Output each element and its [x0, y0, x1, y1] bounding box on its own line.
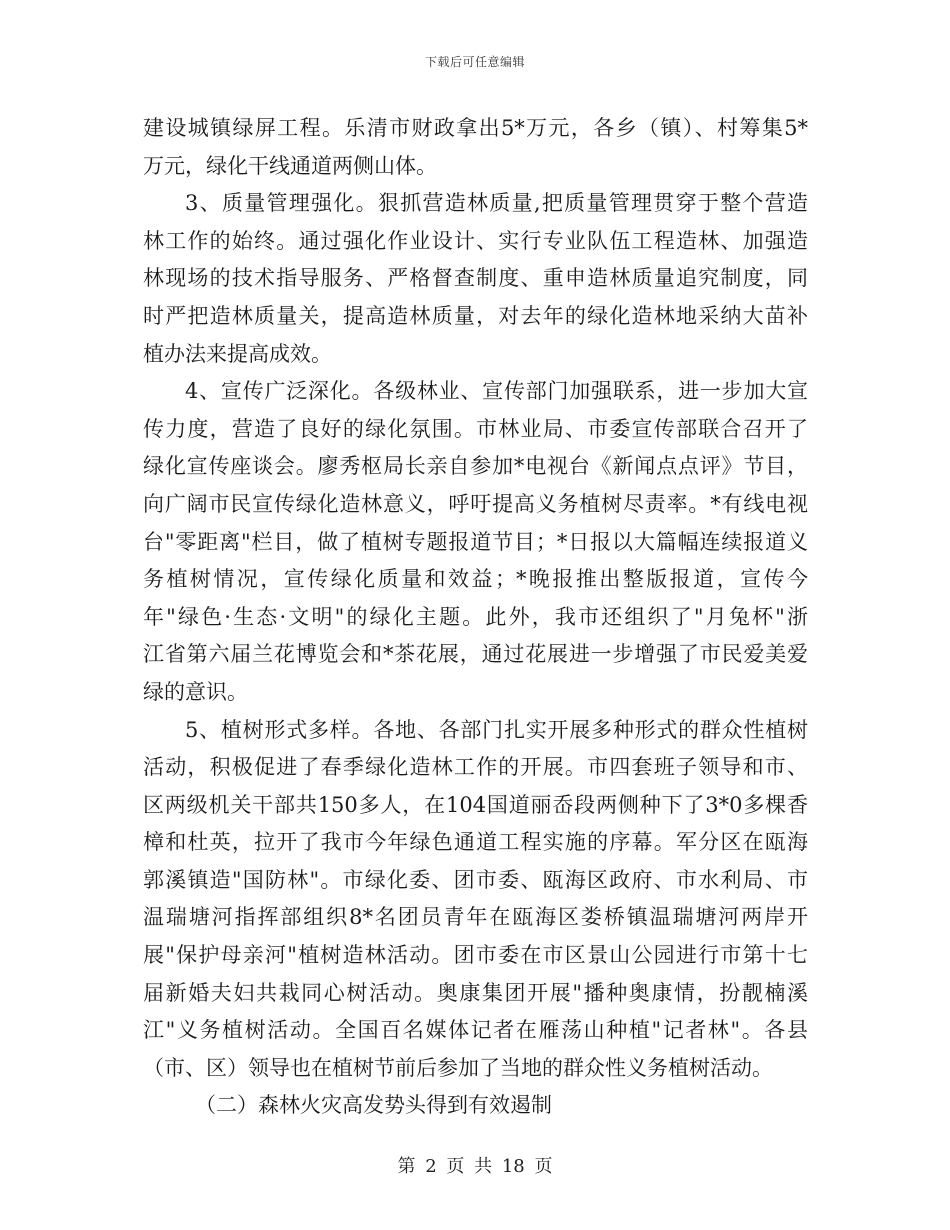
page-header: 下载后可任意编辑: [424, 55, 525, 69]
text-line: 江省第六届兰花博览会和*茶花展，通过花展进一步增强了市民爱美爱: [143, 642, 808, 667]
page-footer: 第 2 页 共 18 页: [397, 1156, 553, 1177]
section-heading: （二）森林火灾高发势头得到有效遏制: [195, 1093, 552, 1118]
text-line: （市、区）领导也在植树节前后参加了当地的群众性义务植树活动。: [143, 1055, 773, 1080]
text-line: 务植树情况，宣传绿化质量和效益；*晚报推出整版报道，宣传今: [143, 567, 808, 592]
text-line: 建设城镇绿屏工程。乐清市财政拿出5*万元，各乡（镇）、村筹集5*: [143, 116, 808, 140]
text-line: 林工作的始终。通过强化作业设计、实行专业队伍工程造林、加强造: [143, 228, 808, 253]
text-line: 向广阔市民宣传绿化造林意义，呼吁提高义务植树尽责率。*有线电视: [143, 491, 808, 516]
text-line: 林现场的技术指导服务、严格督查制度、重申造林质量追究制度，同: [143, 266, 808, 291]
text-line: 温瑞塘河指挥部组织8*名团员青年在瓯海区娄桥镇温瑞塘河两岸开: [143, 905, 808, 930]
text-line: 时严把造林质量关，提高造林质量，对去年的绿化造林地采纳大苗补: [143, 303, 808, 328]
text-line: 江"义务植树活动。全国百名媒体记者在雁荡山种植"记者林"。各县: [143, 1018, 808, 1043]
text-line: 年"绿色·生态·文明"的绿化主题。此外，我市还组织了"月兔杯"浙: [143, 604, 808, 629]
text-line: 届新婚夫妇共栽同心树活动。奥康集团开展"播种奥康情，扮靓楠溪: [143, 980, 808, 1005]
text-line: 绿的意识。: [143, 679, 248, 704]
text-line: 植办法来提高成效。: [143, 341, 332, 366]
text-line: 台"零距离"栏目，做了植树专题报道节目；*日报以大篇幅连续报道义: [143, 529, 808, 554]
text-line: 樟和杜英，拉开了我市今年绿色通道工程实施的序幕。军分区在瓯海: [143, 830, 808, 855]
text-line: 绿化宣传座谈会。廖秀枢局长亲自参加*电视台《新闻点点评》节目，: [143, 454, 808, 479]
paragraph-start: 5、植树形式多样。各地、各部门扎实开展多种形式的群众性植树: [185, 717, 808, 742]
text-line: 郭溪镇造"国防林"。市绿化委、团市委、瓯海区政府、市水利局、市: [143, 867, 808, 892]
paragraph-start: 4、宣传广泛深化。各级林业、宣传部门加强联系，进一步加大宣: [185, 379, 808, 404]
text-line: 万元，绿化干线通道两侧山体。: [143, 153, 437, 178]
text-line: 区两级机关干部共150多人，在104国道丽岙段两侧种下了3*0多棵香: [143, 792, 808, 817]
document-body: [143, 110, 808, 1125]
text-line: 展"保护母亲河"植树造林活动。团市委在市区景山公园进行市第十七: [143, 943, 808, 968]
text-line: 活动，积极促进了春季绿化造林工作的开展。市四套班子领导和市、: [143, 755, 808, 780]
text-line: 传力度，营造了良好的绿化氛围。市林业局、市委宣传部联合召开了: [143, 416, 808, 441]
paragraph-start: 3、质量管理强化。狠抓营造林质量,把质量管理贯穿于整个营造: [185, 191, 808, 216]
